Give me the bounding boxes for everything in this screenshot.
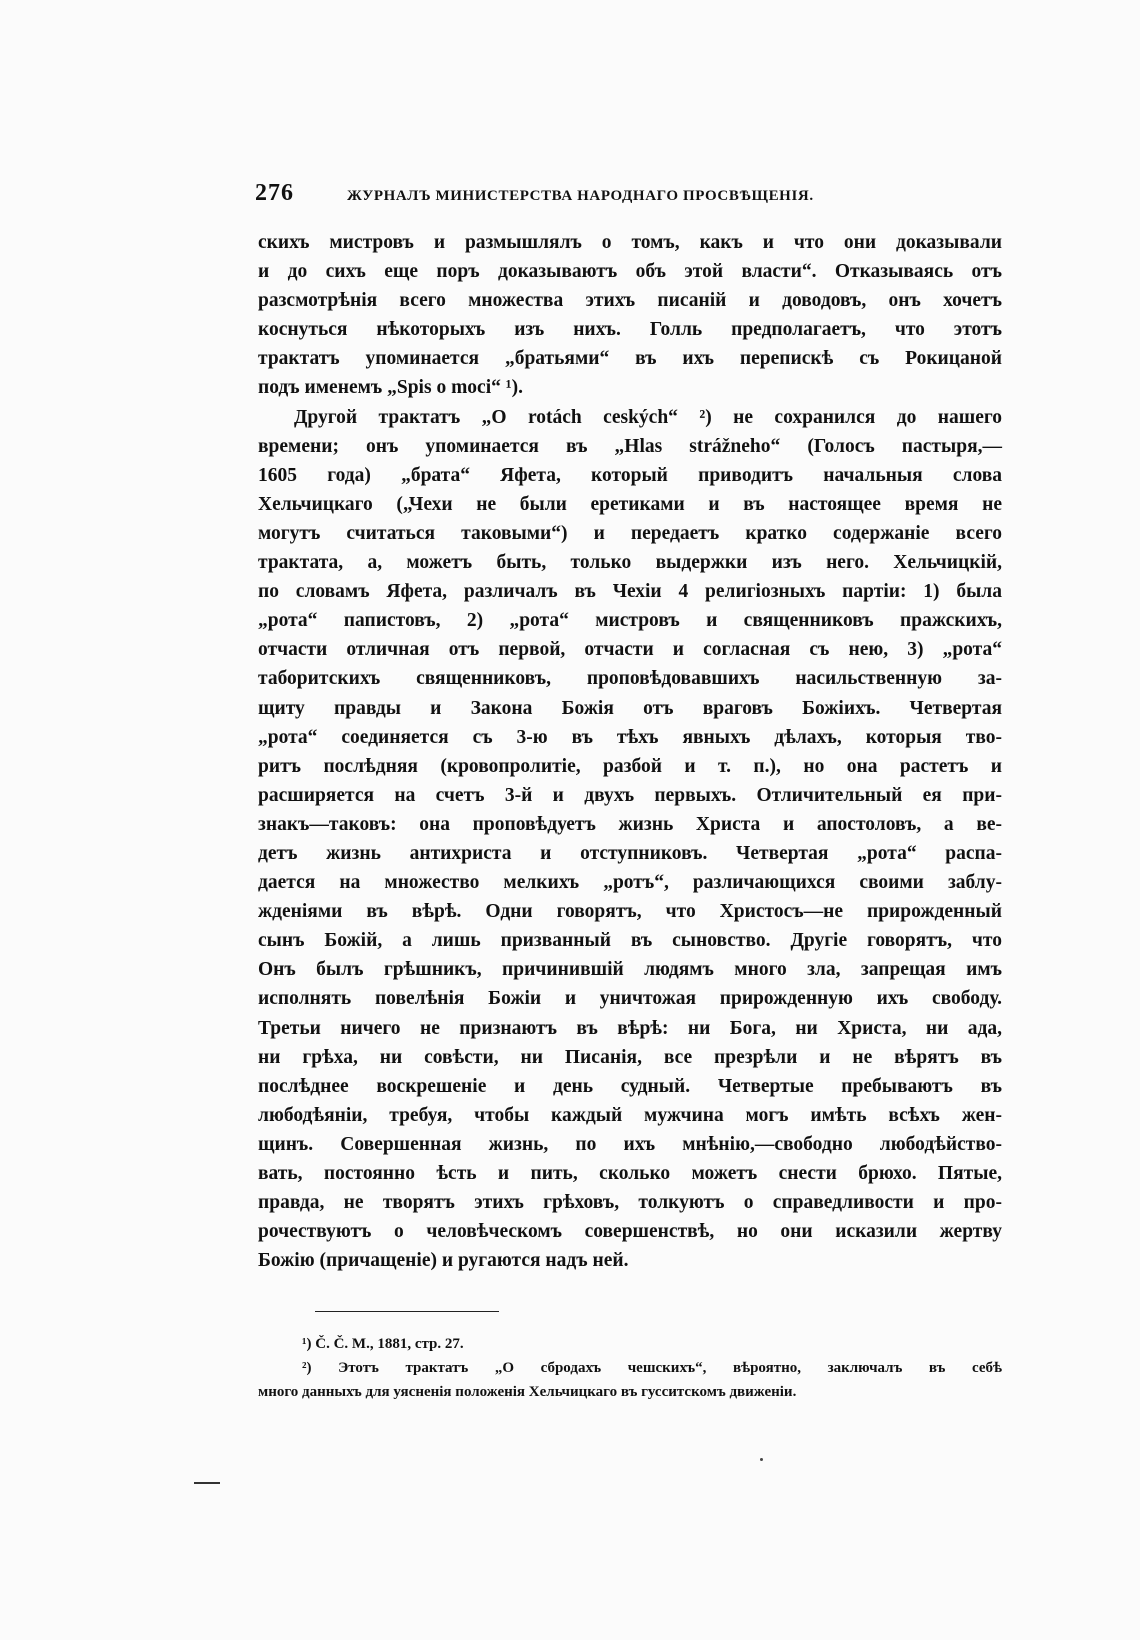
text-line: отчасти отличная отъ первой, отчасти и согласная съ нею, 3) „рота“ (258, 639, 1002, 661)
text-line: Другой трактатъ „O rotách ceských“ ²) не сохранился до нашего (294, 406, 1002, 428)
text-line: ни грѣха, ни совѣсти, ни Писанія, все презрѣли и не вѣрятъ въ (258, 1046, 1002, 1068)
text-line: Онъ былъ грѣшникъ, причинившій людямъ много зла, запрещая имъ (258, 959, 1002, 981)
page-header (255, 180, 1005, 210)
text-line: Хельчицкаго („Чехи не были еретиками и въ настоящее время не (258, 493, 1002, 515)
footnote-2-continued: много данныхъ для уясненія положенія Хельчицкаго въ гусситскомъ движеніи. (258, 1384, 797, 1400)
text-line: Третьи ничего не признаютъ въ вѣрѣ: ни Бога, ни Христа, ни ада, (258, 1017, 1002, 1039)
footnote-1: ¹) Č. Č. M., 1881, стр. 27. (302, 1336, 464, 1352)
text-line: жденіями въ вѣрѣ. Одни говорятъ, что Христосъ—не прирожденный (258, 901, 1002, 923)
body-text (258, 228, 1002, 1275)
text-line: разсмотрѣнія всего множества этихъ писаній и доводовъ, онъ хочетъ (258, 290, 1002, 312)
text-line: времени; онъ упоминается въ „Hlas strážneho“ (Голосъ пастыря,— (258, 435, 1002, 457)
text-line: ритъ послѣдняя (кровопролитіе, разбой и т. п.), но она растетъ и (258, 755, 1002, 777)
text-line: „рота“ папистовъ, 2) „рота“ мистровъ и священниковъ пражскихъ, (258, 610, 1002, 632)
text-line: таборитскихъ священниковъ, проповѣдовавшихъ насильственную за- (258, 668, 1002, 690)
text-line: Божію (причащеніе) и ругаются надъ ней. (258, 1250, 629, 1272)
print-speck (760, 1458, 763, 1461)
text-line: послѣднее воскрешеніе и день судный. Четвертые пребываютъ въ (258, 1075, 1002, 1097)
text-line: любодѣяніи, требуя, чтобы каждый мужчина могъ имѣть всѣхъ жен- (258, 1104, 1002, 1126)
text-line: щиту правды и Закона Божія отъ враговъ Божіихъ. Четвертая (258, 697, 1002, 719)
text-line: дается на множество мелкихъ „ротъ“, различающихся своими заблу- (258, 872, 1002, 894)
text-line: сынъ Божій, а лишь призванный въ сыновство. Другіе говорятъ, что (258, 930, 1002, 952)
text-line: трактата, а, можетъ быть, только выдержки изъ него. Хельчицкій, (258, 552, 1002, 574)
footnote-divider (315, 1311, 499, 1312)
page-number: 276 (255, 180, 294, 206)
text-line: расширяется на счетъ 3-й и двухъ первыхъ. Отличительный ея при- (258, 784, 1002, 806)
text-line: детъ жизнь антихриста и отступниковъ. Четвертая „рота“ распа- (258, 842, 1002, 864)
text-line: по словамъ Яфета, различалъ въ Чехіи 4 религіозныхъ партіи: 1) была (258, 581, 1002, 603)
text-line: скихъ мистровъ и размышлялъ о томъ, какъ и что они доказывали (258, 232, 1002, 253)
text-line: щинъ. Совершенная жизнь, по ихъ мнѣнію,—свободно любодѣйство- (258, 1133, 1002, 1155)
text-line: исполнять повелѣнія Божіи и уничтожая прирожденную ихъ свободу. (258, 988, 1002, 1010)
margin-dash-mark (194, 1482, 220, 1484)
text-line: 1605 года) „брата“ Яфета, который приводитъ начальныя слова (258, 464, 1002, 486)
text-line: и до сихъ еще поръ доказываютъ объ этой власти“. Отказываясь отъ (258, 261, 1002, 283)
text-line: знакъ—таковъ: она проповѣдуетъ жизнь Христа и апостоловъ, а ве- (258, 813, 1002, 835)
text-line: „рота“ соединяется съ 3-ю въ тѣхъ явныхъ дѣлахъ, которыя тво- (258, 726, 1002, 748)
text-line: правда, не творятъ этихъ грѣховъ, толкуютъ о справедливости и про- (258, 1192, 1002, 1214)
text-line: могутъ считаться таковыми“) и передаетъ кратко содержаніе всего (258, 522, 1002, 544)
text-line: рочествуютъ о человѣческомъ совершенствѣ, но они исказили жертву (258, 1221, 1002, 1243)
text-line: коснуться нѣкоторыхъ изъ нихъ. Голль предполагаетъ, что этотъ (258, 319, 1002, 341)
text-line: вать, постоянно ѣсть и пить, сколько можетъ снести брюхо. Пятые, (258, 1163, 1002, 1184)
text-line: подъ именемъ „Spis o moci“ ¹). (258, 377, 523, 399)
footnotes (258, 1332, 1002, 1404)
footnote-2: ²) Этотъ трактатъ „О сбродахъ чешскихъ“, вѣроятно, заключалъ въ себѣ (302, 1360, 1002, 1376)
running-title: ЖУРНАЛЪ МИНИСТЕРСТВА НАРОДНАГО ПРОСВѢЩЕНІЯ. (347, 188, 814, 204)
text-line: трактатъ упоминается „братьями“ въ ихъ перепискѣ съ Рокицаной (258, 348, 1002, 370)
